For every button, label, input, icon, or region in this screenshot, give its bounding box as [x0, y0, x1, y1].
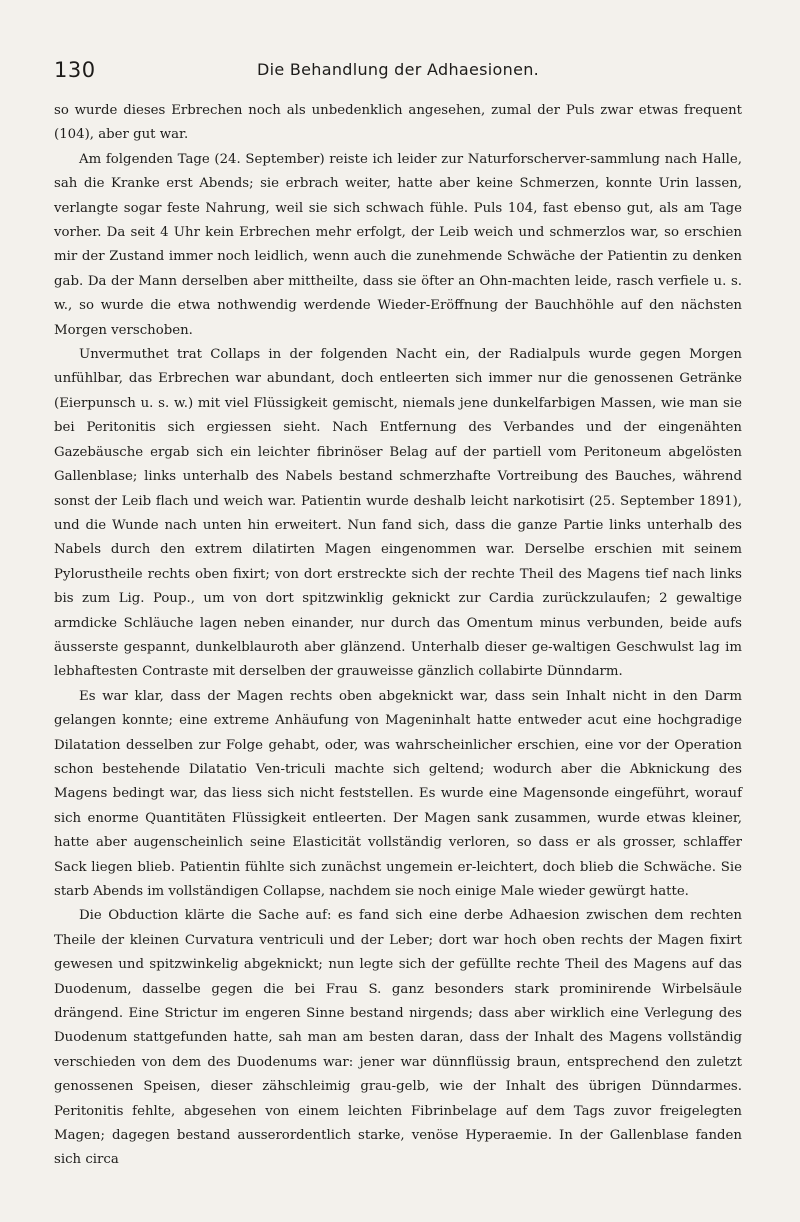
page-number: 130 — [54, 58, 96, 82]
paragraph: so wurde dieses Erbrechen noch als unbedenklich angesehen, zumal der Puls zwar etwas frequent (104), aber gut war. — [54, 103, 742, 143]
running-title: Die Behandlung der Adhaesionen. — [256, 60, 540, 79]
page-header — [54, 58, 742, 84]
body-text — [54, 99, 742, 1173]
paragraph: Die Obduction klärte die Sache auf: es fand sich eine derbe Adhaesion zwischen dem rechten Theile der kleinen Curvatura ventriculi und der Leber; dort war hoch oben rechts der Magen fixirt gewesen und spitzwinkelig abgeknickt; nun legte sich der gefüllte rechte Theil des Magens auf das Duodenum, dasselbe gegen die bei Frau S. ganz besonders stark prominirende Wirbelsäule drängend. Eine Strictur im engeren Sinne bestand nirgends; dass aber wirklich eine Verlegung des Duodenum stattgefunden hatte, sah man am besten daran, dass der Inhalt des Magens vollständig verschieden von dem des Duodenums war: jener war dünnflüssig braun, entsprechend den zuletzt genossenen Speisen, dieser zähschleimig grau-gelb, wie der Inhalt des übrigen Dünndarmes. Peritonitis fehlte, abgesehen von einem leichten Fibrinbelage auf dem Tags zuvor freigelegten Magen; dagegen bestand ausserordentlich starke, venöse Hyperaemie. In der Gallenblase fanden sich circa — [54, 908, 742, 1168]
paragraph: Es war klar, dass der Magen rechts oben abgeknickt war, dass sein Inhalt nicht in den Darm gelangen konnte; eine extreme Anhäufung von Mageninhalt hatte entweder acut eine hochgradige Dilatation desselben zur Folge gehabt, oder, was wahrscheinlicher erschien, eine vor der Operation schon bestehende Dilatatio Ven-triculi machte sich geltend; wodurch aber die Abknickung des Magens bedingt war, das liess sich nicht feststellen. Es wurde eine Magensonde eingeführt, worauf sich enorme Quantitäten Flüssigkeit entleerten. Der Magen sank zusammen, wurde etwas kleiner, hatte aber augenscheinlich seine Elasticität vollständig verloren, so dass er als grosser, schlaffer Sack liegen blieb. Patientin fühlte sich zunächst ungemein er-leichtert, doch blieb die Schwäche. Sie starb Abends im vollständigen Collapse, nachdem sie noch einige Male wieder gewürgt hatte. — [54, 688, 742, 899]
paragraph: Unvermuthet trat Collaps in der folgenden Nacht ein, der Radialpuls wurde gegen Morgen unfühlbar, das Erbrechen war abundant, doch entleerten sich immer nur die genossenen Getränke (Eierpunsch u. s. w.) mit viel Flüssigkeit gemischt, niemals jene dunkelfarbigen Massen, wie man sie bei Peritonitis sich ergiessen sieht. Nach Entfernung des Verbandes und der eingenähten Gazebäusche ergab sich ein leichter fibrinöser Belag auf der partiell vom Peritoneum abgelösten Gallenblase; links unterhalb des Nabels bestand schmerzhafte Vortreibung des Bauches, während sonst der Leib flach und weich war. Patientin wurde deshalb leicht narkotisirt (25. September 1891), und die Wunde nach unten hin erweitert. Nun fand sich, dass die ganze Partie links unterhalb des Nabels durch den extrem dilatirten Magen eingenommen war. Derselbe erschien mit seinem Pylorustheile rechts oben fixirt; von dort erstreckte sich der rechte Theil des Magens tief nach links bis zum Lig. Poup., um von dort spitzwinklig geknickt zur Cardia zurückzulaufen; 2 gewaltige armdicke Schläuche lagen neben einander, nur durch das Omentum minus verbunden, beide aufs äusserste gespannt, dunkelblauroth aber glänzend. Unterhalb dieser ge-waltigen Geschwulst lag im lebhaftesten Contraste mit derselben der grauweisse gänzlich collabirte Dünndarm. — [54, 347, 742, 680]
paragraph: Am folgenden Tage (24. September) reiste ich leider zur Naturforscherver-sammlung nach Halle, sah die Kranke erst Abends; sie erbrach weiter, hatte aber keine Schmerzen, konnte Urin lassen, verlangte sogar feste Nahrung, weil sie sich schwach fühle. Puls 104, fast ebenso gut, als am Tage vorher. Da seit 4 Uhr kein Erbrechen mehr erfolgt, der Leib weich und schmerzlos war, so erschien mir der Zustand immer noch leidlich, wenn auch die zunehmende Schwäche der Patientin zu denken gab. Da der Mann derselben aber mittheilte, dass sie öfter an Ohn-machten leide, rasch verfiele u. s. w., so wurde die etwa nothwendig werdende Wieder-Eröffnung der Bauchhöhle auf den nächsten Morgen verschoben. — [54, 151, 742, 338]
